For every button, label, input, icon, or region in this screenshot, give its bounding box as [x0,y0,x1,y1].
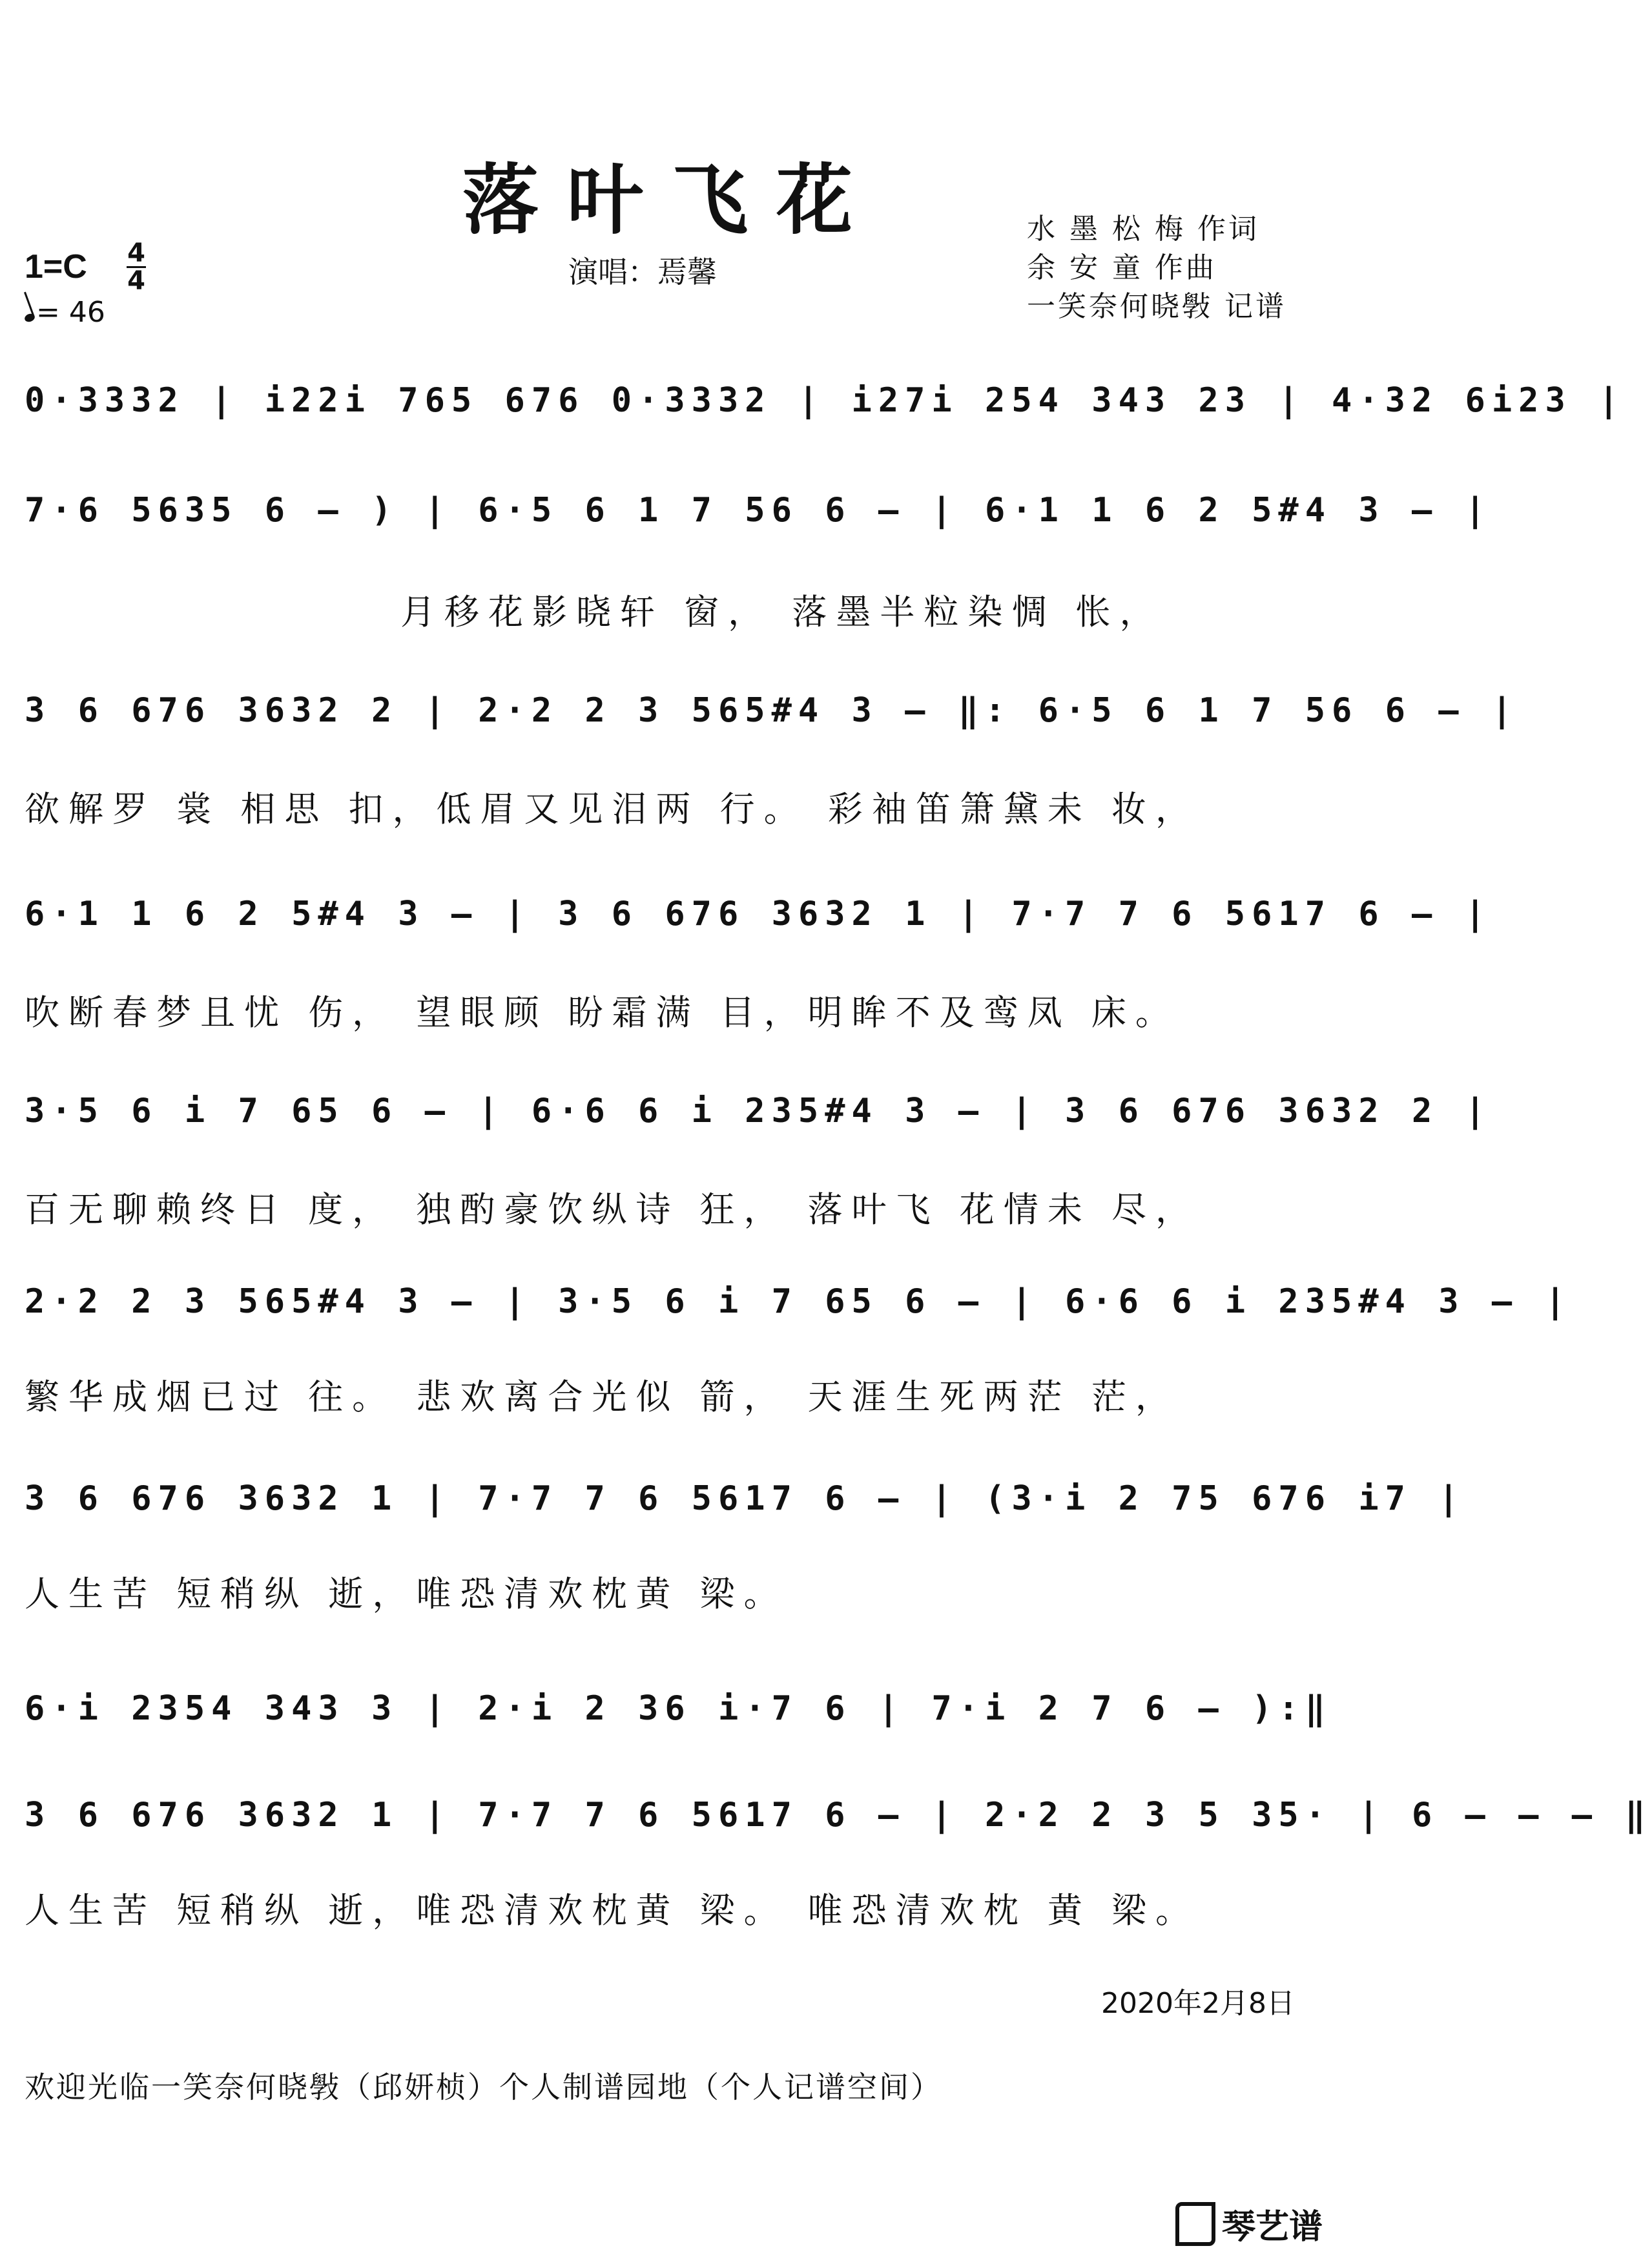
logo-text: 琴艺谱 [1222,2208,1323,2247]
score-line-2-lyric: 月移花影晓轩 窗， 落墨半粒染惆 怅， [400,592,1164,632]
site-logo [1175,2199,1323,2248]
tempo-value: = 46 [36,296,105,329]
time-signature [127,240,146,294]
score-line-5-lyric: 百无聊赖终日 度， 独酌豪饮纵诗 狂， 落叶飞 花情未 尽， [25,1189,1199,1230]
score-line-9-lyric: 人生苦 短稍纵 逝，唯恐清欢枕黄 梁。 唯恐清欢枕 黄 梁。 [25,1890,1199,1931]
score-line-3-music: 3 6 676 3632 2 | 2·2 2 3 565#4 3 – ‖: 6·5 6 1 7 56 6 – | [25,691,1519,730]
score-line-7-lyric: 人生苦 短稍纵 逝，唯恐清欢枕黄 梁。 [25,1574,788,1614]
score-line-2-music: 7·6 5635 6 – ) | 6·5 6 1 7 56 6 – | 6·1 1 6 2 5#4 3 – | [25,491,1492,530]
score-line-1-music: 0·3332 | i22i 765 676 0·3332 | i27i 254 343 23 | 4·32 6i23 | [25,381,1626,420]
logo-mark-icon [1175,2202,1215,2246]
footer-note: 欢迎光临一笑奈何晓斅（邱妍桢）个人制谱园地（个人记谱空间） [25,2070,942,2105]
transcriber-credit: 一笑奈何晓斅 记谱 [1027,290,1286,323]
composer-credit: 余 安 童 作曲 [1027,251,1217,284]
score-line-4-music: 6·1 1 6 2 5#4 3 – | 3 6 676 3632 1 | 7·7 7 6 5617 6 – | [25,895,1492,933]
score-line-7-music: 3 6 676 3632 1 | 7·7 7 6 5617 6 – | (3·i 2 75 676 i7 | [25,1479,1465,1518]
score-line-9-music: 3 6 676 3632 1 | 7·7 7 6 5617 6 – | 2·2 2 3 5 35· | 6 – – – ‖ [25,1796,1652,1835]
singer-credit: 演唱：焉馨 [568,255,717,289]
key-signature: 1=C [25,248,87,286]
credits-block [1027,210,1286,326]
meter-top: 4 [127,238,145,268]
meter-bottom: 4 [127,266,145,296]
score-line-6-lyric: 繁华成烟已过 往。 悲欢离合光似 箭， 天涯生死两茫 茫， [25,1377,1179,1417]
score-line-8-music: 6·i 2354 343 3 | 2·i 2 36 i·7 6 | 7·i 2 7 6 – ):‖ [25,1689,1332,1728]
score-line-4-lyric: 吹断春梦且忧 伤， 望眼顾 盼霜满 目，明眸不及鸾凤 床。 [25,992,1179,1033]
tempo-marking [25,296,105,329]
lyricist-credit: 水 墨 松 梅 作词 [1027,213,1259,245]
score-line-3-lyric: 欲解罗 裳 相思 扣，低眉又见泪两 行。 彩袖笛箫黛未 妆， [25,789,1199,829]
song-title: 落叶飞花 [462,155,881,245]
score-line-5-music: 3·5 6 i 7 65 6 – | 6·6 6 i 235#4 3 – | 3 6 676 3632 2 | [25,1092,1492,1130]
date-stamp: 2020年2月8日 [1101,1987,1295,2020]
score-line-6-music: 2·2 2 3 565#4 3 – | 3·5 6 i 7 65 6 – | 6·6 6 i 235#4 3 – | [25,1282,1572,1321]
quarter-note-icon [23,313,36,324]
